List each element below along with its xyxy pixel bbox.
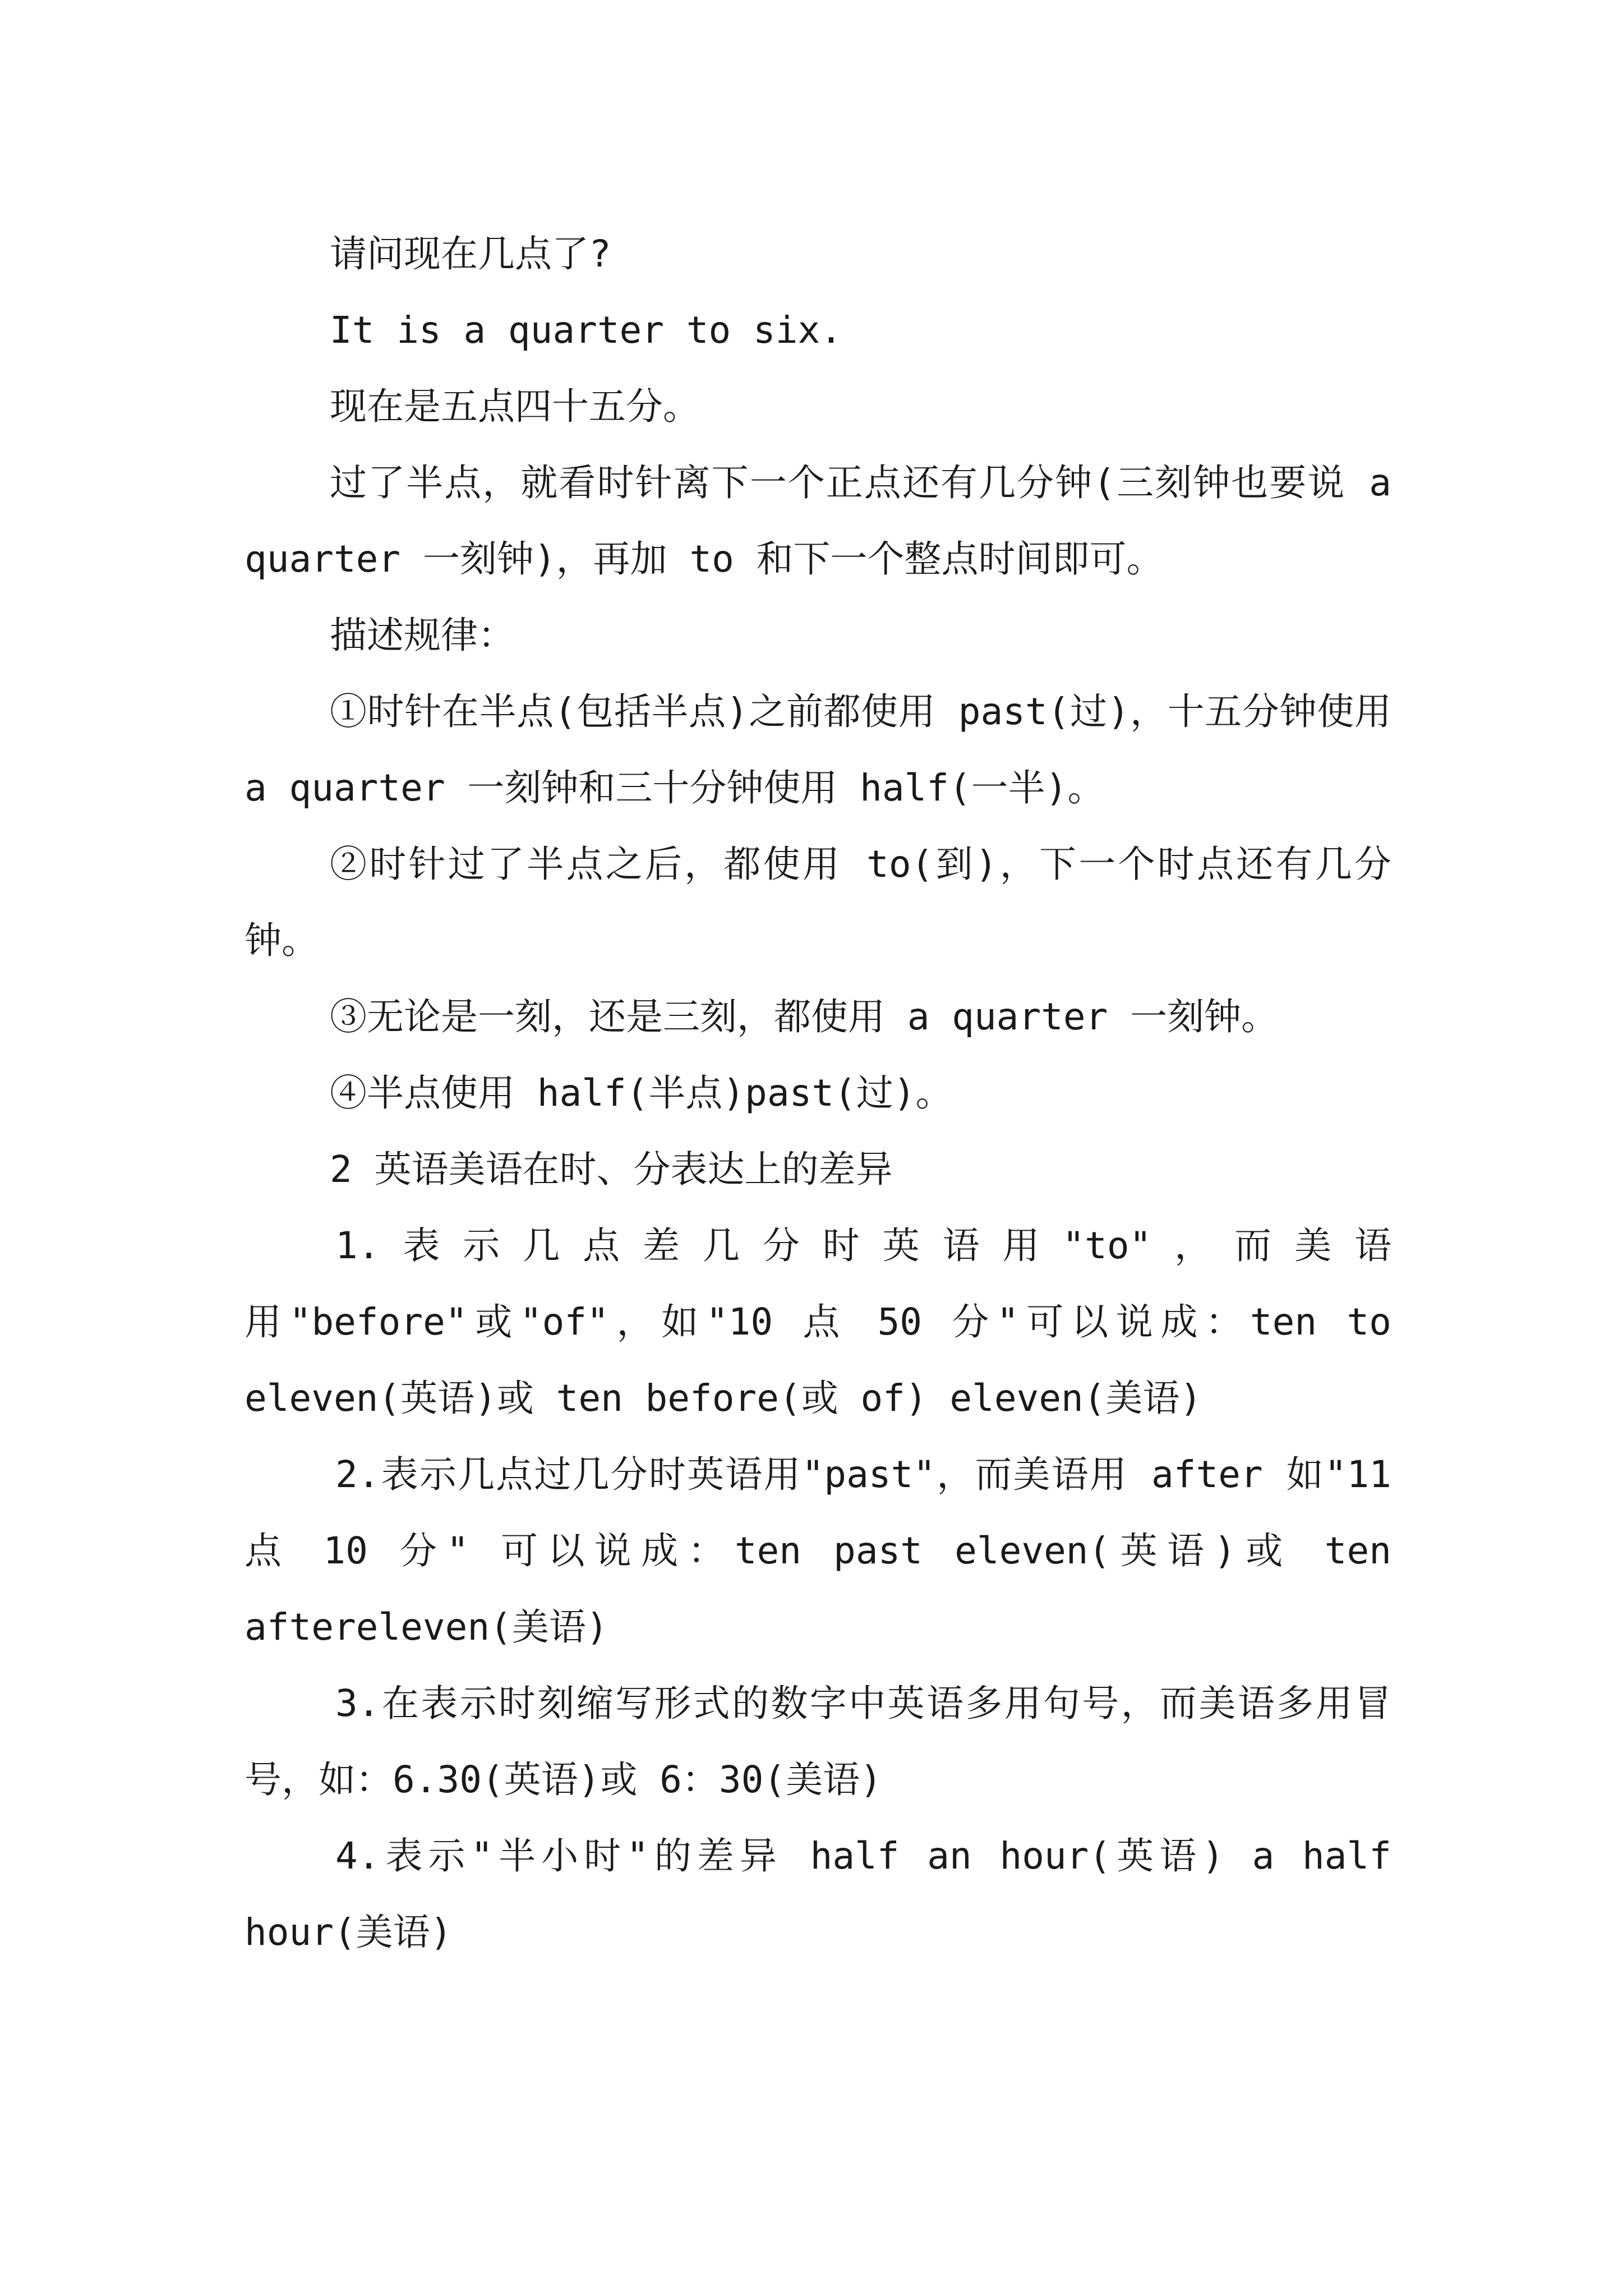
paragraph-english-answer: It is a quarter to six. [330,309,842,352]
paragraph-rules-heading: 描述规律： [330,614,515,657]
section-heading-differences: 2 英语美语在时、分表达上的差异 [330,1148,893,1191]
paragraph-rule-1: ①时针在半点(包括半点)之前都使用 past(过)，十五分钟使用 a quarter 一刻钟和三十分钟使用 half(一半)。 [245,690,1391,809]
paragraph-question: 请问现在几点了? [330,232,611,275]
paragraph-chinese-answer: 现在是五点四十五分。 [330,385,700,428]
document-body [245,216,1391,1971]
paragraph-rule-2: ②时针过了半点之后，都使用 to(到)，下一个时点还有几分钟。 [245,843,1391,962]
paragraph-difference-3: 3.在表示时刻缩写形式的数字中英语多用句号，而美语多用冒号，如：6.30(英语)或 6：30(美语) [245,1682,1391,1801]
paragraph-past-half-rule: 过了半点，就看时针离下一个正点还有几分钟(三刻钟也要说 a quarter 一刻钟)，再加 to 和下一个整点时间即可。 [245,461,1391,581]
paragraph-difference-1: 1.表示几点差几分时英语用"to"，而美语用"before"或"of"，如"10 点 50 分"可以说成：ten to eleven(英语)或 ten before(或 of) eleven(美语) [245,1224,1391,1420]
paragraph-rule-4: ④半点使用 half(半点)past(过)。 [330,1071,953,1115]
paragraph-difference-2: 2.表示几点过几分时英语用"past"，而美语用 after 如"11 点 10 分" 可以说成：ten past eleven(英语)或 ten aftereleven(美语) [245,1453,1391,1649]
paragraph-rule-3: ③无论是一刻，还是三刻，都使用 a quarter 一刻钟。 [330,995,1279,1038]
paragraph-difference-4: 4.表示"半小时"的差异 half an hour(英语) a half hour(美语) [245,1834,1391,1954]
